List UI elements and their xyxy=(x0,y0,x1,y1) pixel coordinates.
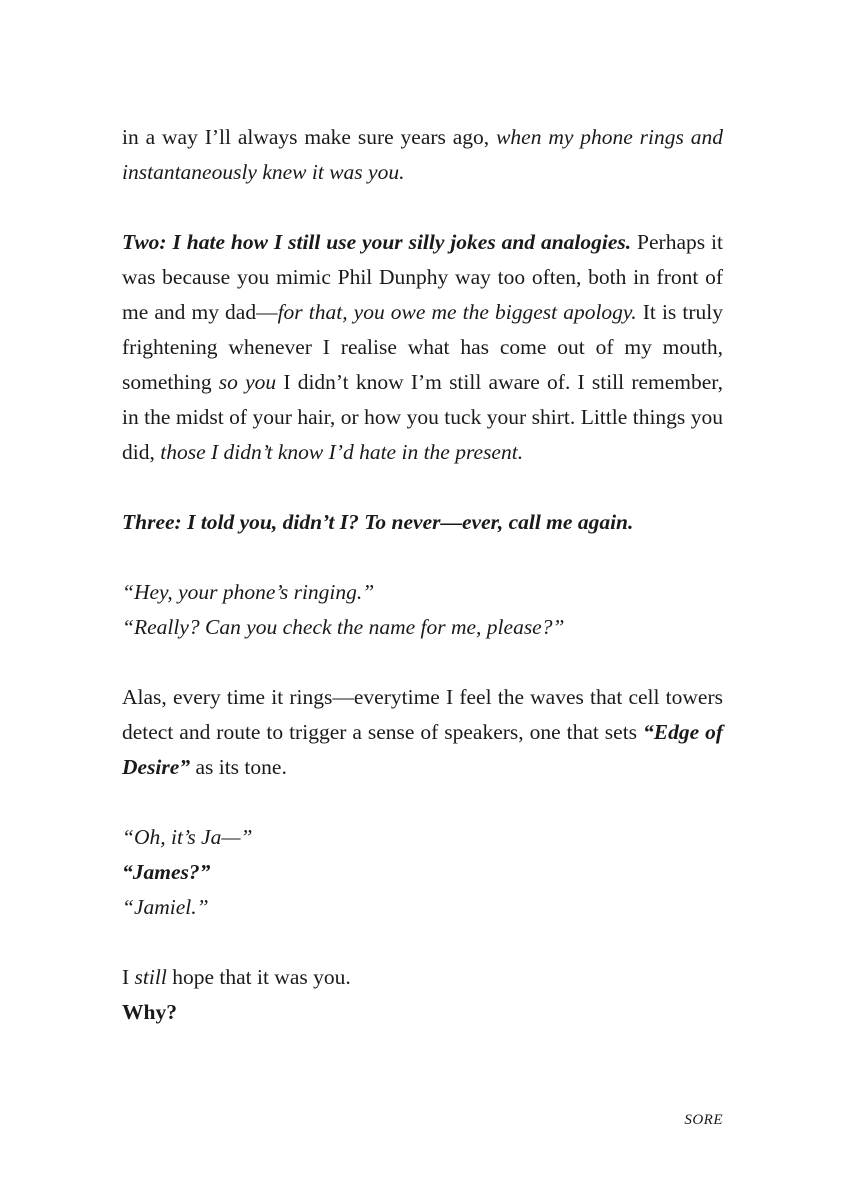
section-heading-three: Three: I told you, didn’t I? To never—ever, call me again. xyxy=(122,510,634,534)
text-run: in a way I’ll always make sure years ago, xyxy=(122,125,497,149)
spacer xyxy=(122,470,723,505)
text-run: Alas, every time it rings—everytime I feel the waves that cell towers detect and route to trigger a sense of speakers, one that sets xyxy=(122,685,723,744)
paragraph-five xyxy=(122,960,723,995)
text-run: hope that it was you. xyxy=(166,965,351,989)
italic-text: “Hey, your phone’s ringing.” xyxy=(122,580,375,604)
spacer xyxy=(122,190,723,225)
italic-text: those I didn’t know I’d hate in the present. xyxy=(160,440,524,464)
dialogue-line xyxy=(122,820,723,855)
text-run: as its tone. xyxy=(190,755,287,779)
dialogue-line xyxy=(122,890,723,925)
italic-text: “Oh, it’s Ja—” xyxy=(122,825,253,849)
paragraph-four xyxy=(122,680,723,785)
dialogue-line xyxy=(122,855,723,890)
spacer xyxy=(122,540,723,575)
spacer xyxy=(122,925,723,960)
italic-text: for that, you owe me the biggest apology. xyxy=(277,300,637,324)
italic-text: “Really? Can you check the name for me, please?” xyxy=(122,615,565,639)
paragraph-three xyxy=(122,505,723,540)
dialogue-line xyxy=(122,610,723,645)
spacer xyxy=(122,785,723,820)
italic-text: when my phone rings and instantaneously knew it was you. xyxy=(122,125,724,184)
spacer xyxy=(122,645,723,680)
text-run: Perhaps it was because you mimic Phil Dunphy way too often, both in front of me and my dad— xyxy=(122,230,723,324)
bold-italic-text: “James?” xyxy=(122,860,211,884)
dialogue-line xyxy=(122,575,723,610)
bold-text: Why? xyxy=(122,1000,177,1024)
song-title: “Edge of Desire” xyxy=(122,720,723,779)
document-body xyxy=(122,120,723,1030)
italic-text: so you xyxy=(218,370,277,394)
text-run: I xyxy=(122,965,135,989)
paragraph-opening xyxy=(122,120,723,190)
italic-text: “Jamiel.” xyxy=(122,895,209,919)
text-run: I didn’t know I’m still aware of. I still remember, in the midst of your hair, or how you tuck your shirt. Little things you did, xyxy=(122,370,723,464)
text-run: It is truly frightening whenever I realise what has come out of my mouth, something xyxy=(122,300,723,394)
italic-text: still xyxy=(134,965,167,989)
page-footer: SORE xyxy=(684,1112,723,1128)
section-heading-two: Two: I hate how I still use your silly jokes and analogies. xyxy=(122,230,632,254)
closing-question xyxy=(122,995,723,1030)
paragraph-two xyxy=(122,225,723,470)
